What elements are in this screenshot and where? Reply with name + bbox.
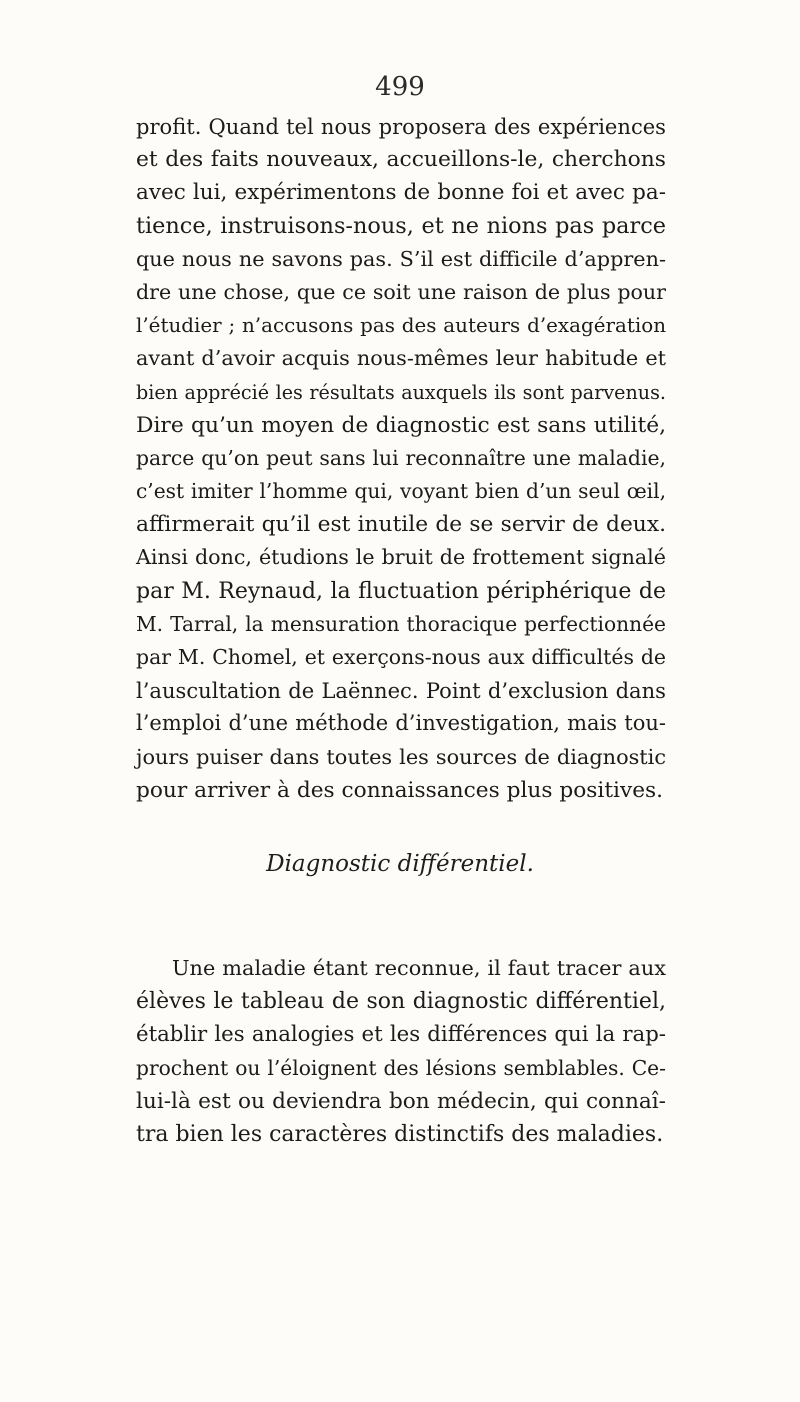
text-line: que nous ne savons pas. S’il est difficile d’appren- [136,246,666,271]
text-line: avant d’avoir acquis nous-mêmes leur habitude et [136,346,666,371]
text-line: prochent ou l’éloignent des lésions semblables. Ce- [136,1055,666,1080]
text-line: lui-là est ou deviendra bon médecin, qui connaî- [136,1088,666,1114]
section-heading: Diagnostic différentiel. [266,851,534,877]
text-line: l’emploi d’une méthode d’investigation, mais tou- [136,711,666,736]
text-line: Dire qu’un moyen de diagnostic est sans utilité, [136,412,666,438]
text-line: affirmerait qu’il est inutile de se servir de deux. [136,512,666,538]
page-number: 499 [375,72,425,102]
text-line: pour arriver à des connaissances plus positives. [136,777,664,803]
text-line: par M. Reynaud, la fluctuation périphérique de [136,578,666,604]
text-line: jours puiser dans toutes les sources de diagnostic [136,744,666,769]
text-line: dre une chose, que ce soit une raison de plus pour [136,279,666,304]
text-line: profit. Quand tel nous proposera des expériences [136,114,666,139]
text-line: Une maladie étant reconnue, il faut tracer aux [172,956,666,980]
text-line: tience, instruisons-nous, et ne nions pas parce [136,212,666,239]
text-line: établir les analogies et les différences qui la rap- [136,1022,666,1048]
text-line: et des faits nouveaux, accueillons-le, cherchons [136,147,666,173]
text-line: M. Tarral, la mensuration thoracique perfectionnée [136,611,666,636]
text-line: l’auscultation de Laënnec. Point d’exclusion dans [136,678,666,704]
text-line: Ainsi donc, étudions le bruit de frottement signalé [136,545,666,570]
text-line: parce qu’on peut sans lui reconnaître une maladie, [136,445,666,470]
text-line: l’étudier ; n’accusons pas des auteurs d’exagération [136,314,666,338]
text-line: c’est imiter l’homme qui, voyant bien d’un seul œil, [136,479,666,504]
paragraph-main [136,110,666,807]
text-line: bien apprécié les résultats auxquels ils sont parvenus. [136,380,666,404]
paragraph-section [136,952,666,1151]
text-line: tra bien les caractères distinctifs des maladies. [136,1121,664,1147]
text-line: par M. Chomel, et exerçons-nous aux difficultés de [136,645,666,669]
text-line: avec lui, expérimentons de bonne foi et avec pa- [136,180,666,206]
text-line: élèves le tableau de son diagnostic différentiel, [136,989,666,1015]
